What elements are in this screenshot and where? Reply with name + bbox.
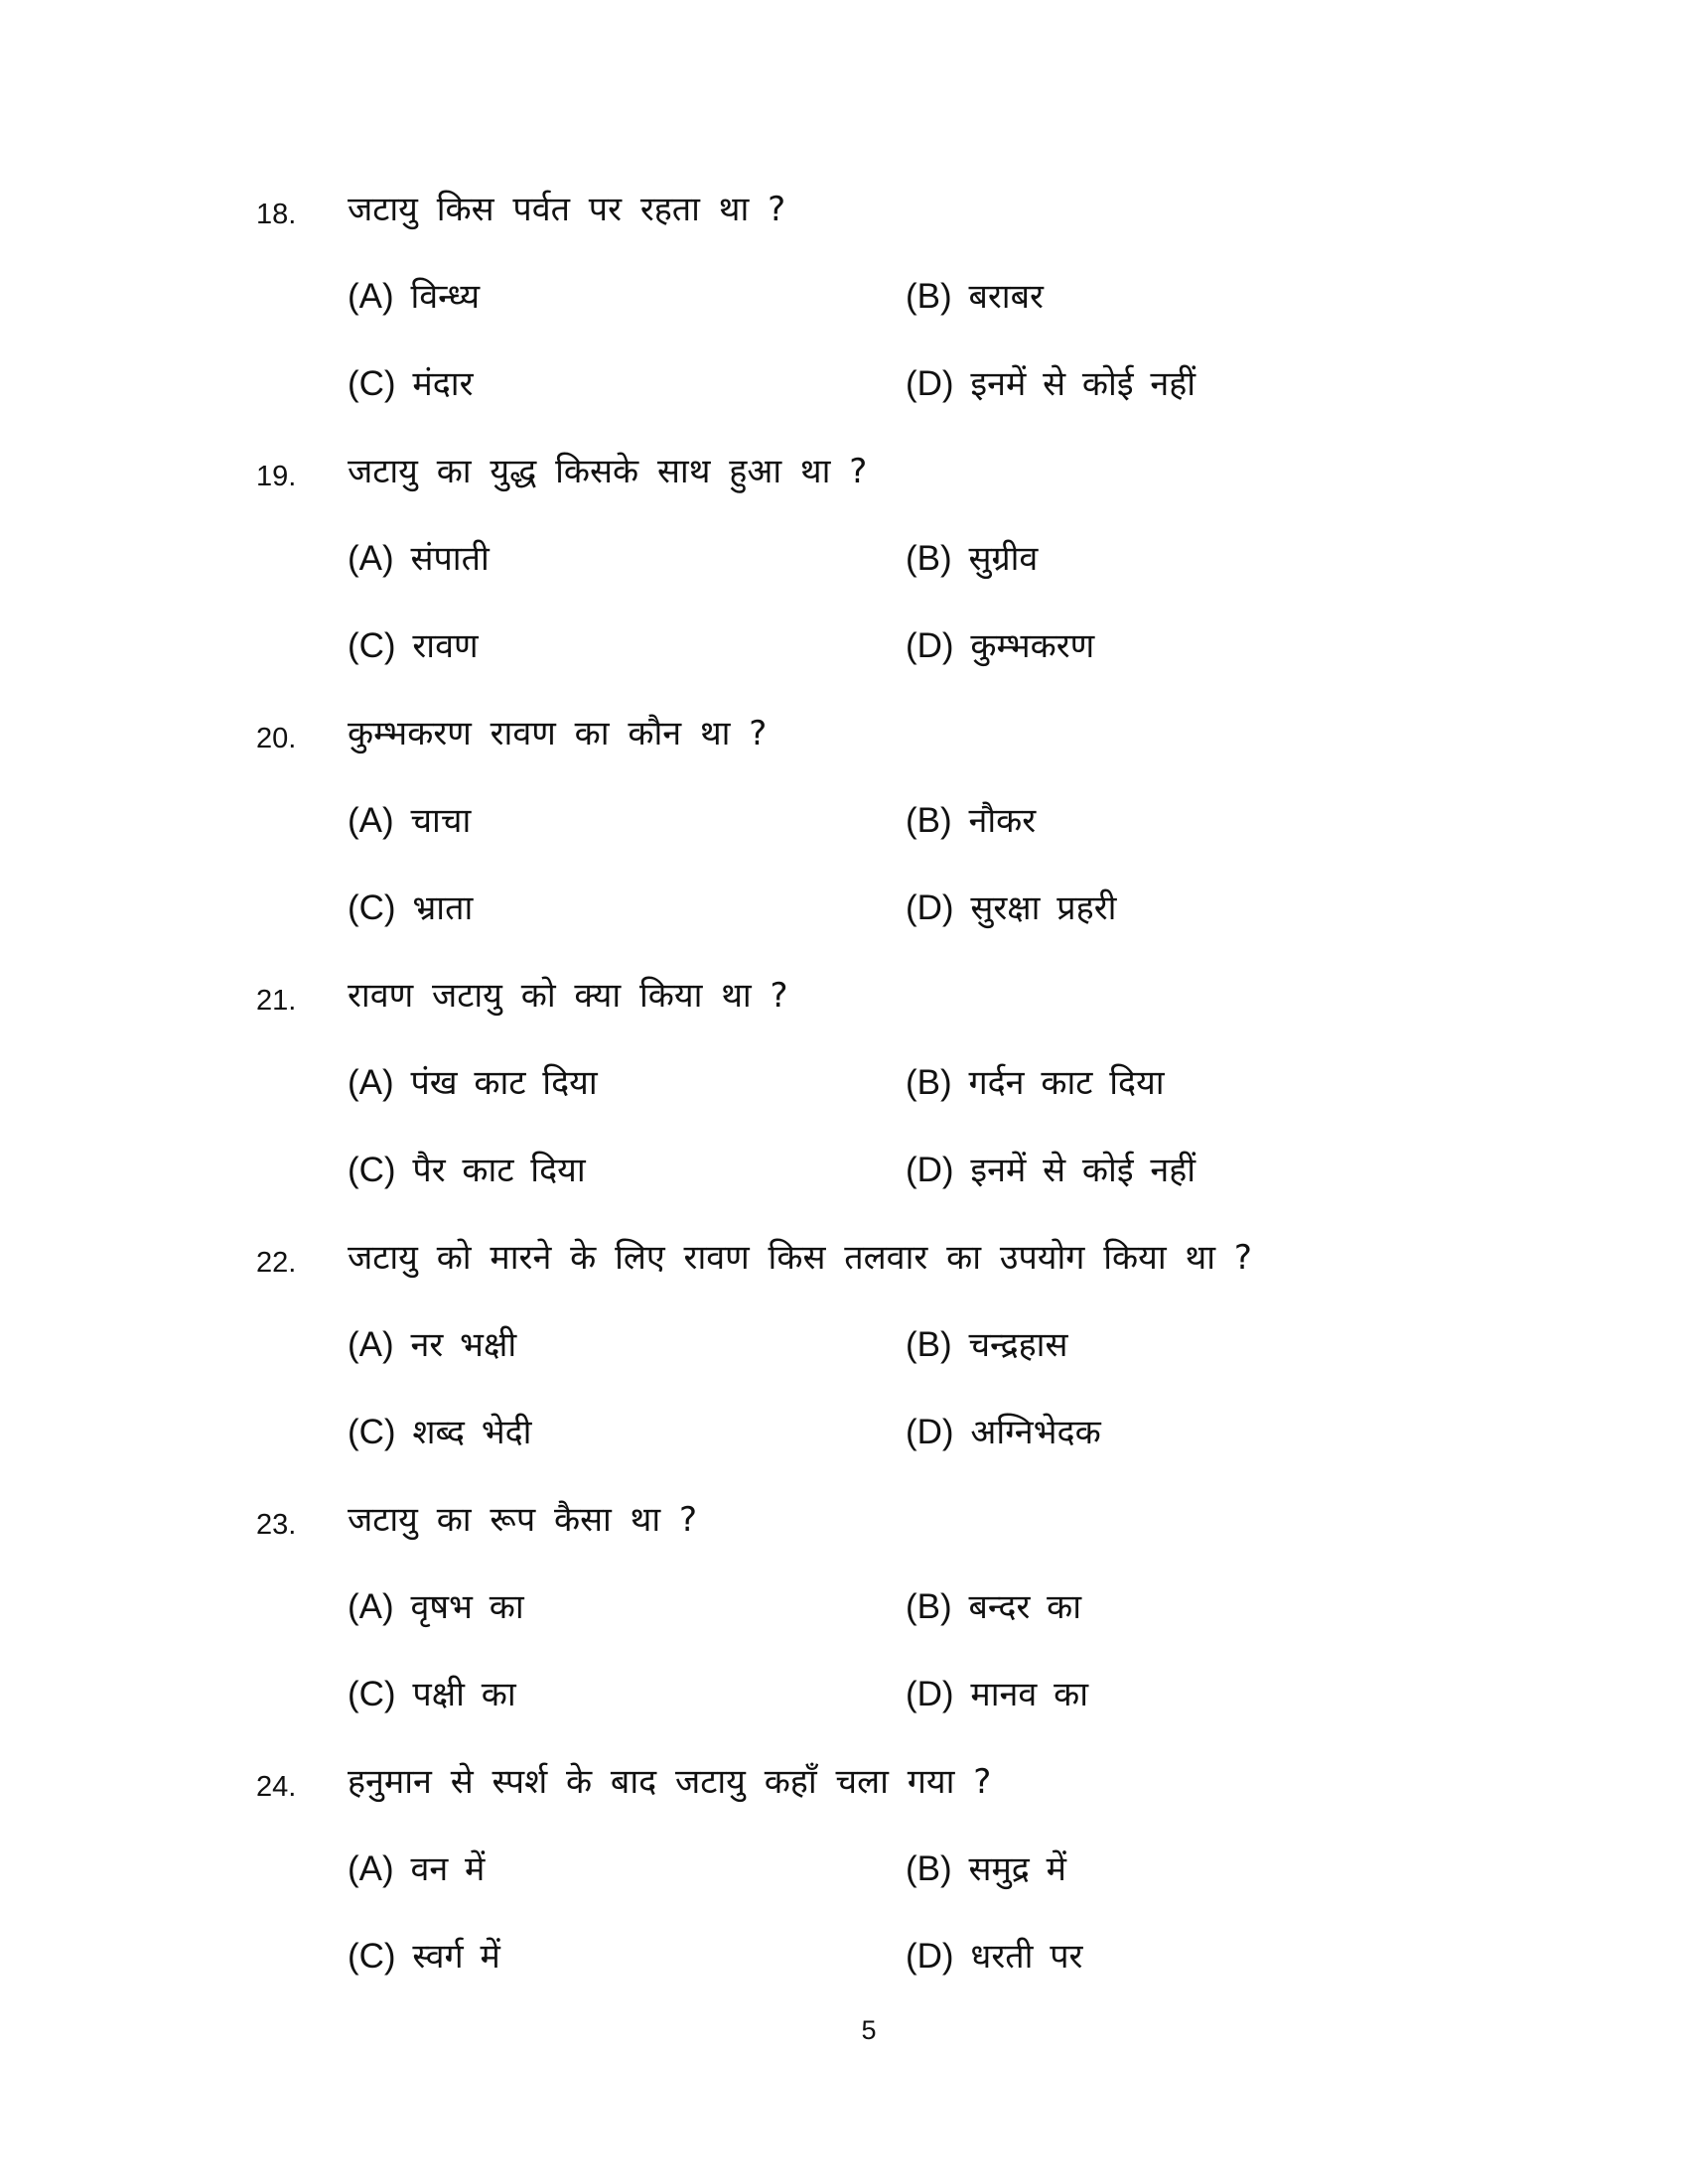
option-text: गर्दन काट दिया <box>968 1063 1165 1103</box>
question-24 <box>0 1757 1688 2019</box>
question-text: हनुमान से स्पर्श के बाद जटायु कहाँ चला गया ? <box>348 1762 992 1802</box>
question-row <box>0 1233 1688 1283</box>
option-text: मंदार <box>412 364 474 404</box>
question-text: रावण जटायु को क्या किया था ? <box>348 976 788 1016</box>
option-text: बराबर <box>968 277 1044 317</box>
question-21 <box>0 971 1688 1233</box>
option-label: (A) <box>348 1063 394 1102</box>
option-c <box>348 621 479 671</box>
option-label: (C) <box>348 888 396 927</box>
option-label: (D) <box>906 1675 954 1713</box>
option-text: वन में <box>410 1849 486 1889</box>
option-label: (D) <box>906 364 954 403</box>
option-d <box>906 359 1196 409</box>
option-label: (D) <box>906 1413 954 1451</box>
question-number: 22. <box>256 1247 297 1279</box>
question-row <box>0 185 1688 234</box>
option-label: (B) <box>906 801 952 840</box>
option-label: (D) <box>906 1151 954 1189</box>
option-text: सुग्रीव <box>968 539 1039 579</box>
option-d <box>906 1932 1082 1981</box>
question-20 <box>0 709 1688 971</box>
option-text: रावण <box>412 626 479 666</box>
option-text: समुद्र में <box>968 1849 1066 1889</box>
option-label: (C) <box>348 1675 396 1713</box>
option-d <box>906 884 1116 933</box>
question-text: जटायु को मारने के लिए रावण किस तलवार का उपयोग किया था ? <box>348 1238 1252 1278</box>
option-a <box>348 534 490 584</box>
option-label: (C) <box>348 1151 396 1189</box>
option-text: चाचा <box>410 801 472 841</box>
option-text: इनमें से कोई नहीं <box>970 1151 1196 1190</box>
option-b <box>906 272 1044 322</box>
option-label: (A) <box>348 801 394 840</box>
question-18 <box>0 185 1688 447</box>
option-b <box>906 796 1036 846</box>
option-label: (B) <box>906 1325 952 1364</box>
question-text: जटायु का रूप कैसा था ? <box>348 1500 698 1540</box>
option-text: शब्द भेदी <box>412 1413 532 1452</box>
question-23 <box>0 1495 1688 1757</box>
option-d <box>906 1146 1196 1195</box>
option-label: (D) <box>906 888 954 927</box>
option-label: (B) <box>906 1587 952 1626</box>
option-b <box>906 1582 1081 1632</box>
option-label: (C) <box>348 1413 396 1451</box>
option-d <box>906 621 1094 671</box>
option-label: (C) <box>348 364 396 403</box>
option-label: (B) <box>906 539 952 578</box>
option-text: वृषभ का <box>410 1587 524 1627</box>
option-label: (C) <box>348 626 396 665</box>
option-a <box>348 1844 485 1894</box>
option-label: (B) <box>906 1063 952 1102</box>
option-text: इनमें से कोई नहीं <box>970 364 1196 404</box>
option-b <box>906 1844 1066 1894</box>
option-a <box>348 272 480 322</box>
option-label: (B) <box>906 1849 952 1888</box>
option-text: अग्निभेदक <box>970 1413 1101 1452</box>
option-text: संपाती <box>410 539 490 579</box>
option-text: नर भक्षी <box>410 1325 517 1365</box>
option-a <box>348 1320 516 1370</box>
option-text: धरती पर <box>970 1937 1083 1977</box>
option-text: भ्राता <box>412 888 474 928</box>
option-text: कुम्भकरण <box>970 626 1095 666</box>
option-c <box>348 1146 586 1195</box>
option-c <box>348 1670 516 1719</box>
question-text: जटायु किस पर्वत पर रहता था ? <box>348 190 786 229</box>
option-c <box>348 359 474 409</box>
page-number: 5 <box>861 2015 877 2045</box>
option-c <box>348 1932 500 1981</box>
option-c <box>348 884 473 933</box>
question-number: 24. <box>256 1771 297 1803</box>
option-c <box>348 1408 531 1457</box>
option-label: (A) <box>348 1849 394 1888</box>
question-22 <box>0 1233 1688 1495</box>
option-label: (A) <box>348 1587 394 1626</box>
option-label: (A) <box>348 539 394 578</box>
question-number: 23. <box>256 1509 297 1541</box>
question-text: जटायु का युद्ध किसके साथ हुआ था ? <box>348 452 868 491</box>
question-number: 18. <box>256 199 297 230</box>
question-19 <box>0 447 1688 709</box>
option-text: चन्द्रहास <box>968 1325 1068 1365</box>
option-text: स्वर्ग में <box>412 1937 500 1977</box>
option-label: (D) <box>906 1937 954 1976</box>
option-label: (B) <box>906 277 952 316</box>
question-row <box>0 709 1688 758</box>
option-label: (C) <box>348 1937 396 1976</box>
option-a <box>348 1582 524 1632</box>
option-text: विन्ध्य <box>410 277 481 317</box>
option-text: पैर काट दिया <box>412 1151 586 1190</box>
question-number: 19. <box>256 461 297 492</box>
option-d <box>906 1670 1088 1719</box>
question-row <box>0 971 1688 1021</box>
option-label: (D) <box>906 626 954 665</box>
option-text: मानव का <box>970 1675 1089 1714</box>
option-label: (A) <box>348 1325 394 1364</box>
question-row <box>0 1757 1688 1807</box>
question-number: 20. <box>256 723 297 754</box>
option-b <box>906 1320 1067 1370</box>
option-text: पंख काट दिया <box>410 1063 598 1103</box>
option-label: (A) <box>348 277 394 316</box>
question-text: कुम्भकरण रावण का कौन था ? <box>348 714 768 753</box>
question-row <box>0 447 1688 496</box>
question-row <box>0 1495 1688 1545</box>
option-b <box>906 1058 1165 1108</box>
option-b <box>906 534 1038 584</box>
question-number: 21. <box>256 985 297 1017</box>
option-text: बन्दर का <box>968 1587 1082 1627</box>
option-a <box>348 796 471 846</box>
option-d <box>906 1408 1101 1457</box>
option-text: नौकर <box>968 801 1037 841</box>
option-text: पक्षी का <box>412 1675 516 1714</box>
option-a <box>348 1058 598 1108</box>
option-text: सुरक्षा प्रहरी <box>970 888 1117 928</box>
